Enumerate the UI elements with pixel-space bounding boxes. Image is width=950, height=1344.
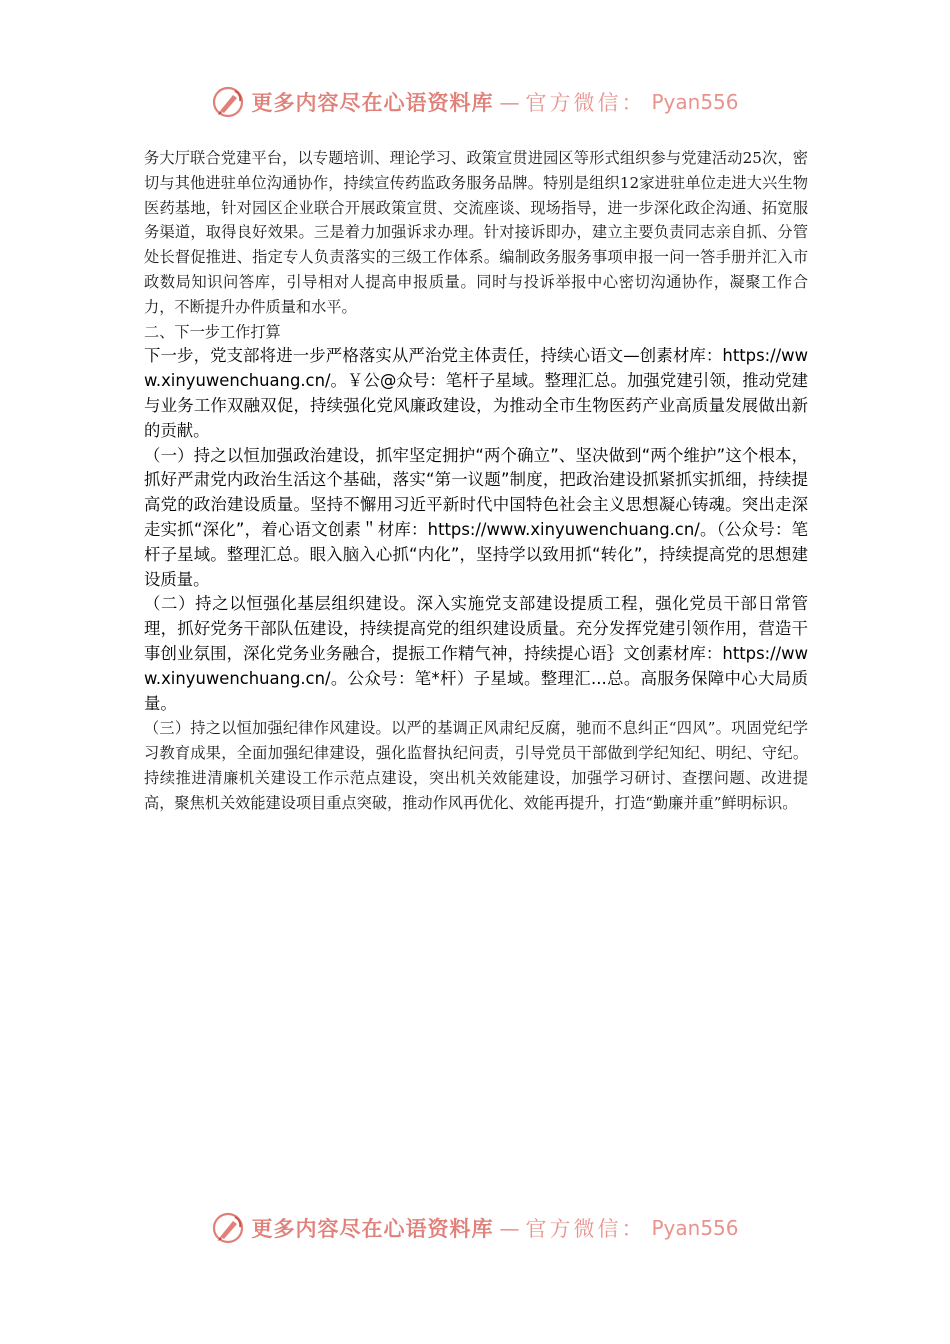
banner-separator: — [499, 90, 520, 114]
paragraph-work-summary: 务大厅联合党建平台，以专题培训、理论学习、政策宣贯进园区等形式组织参与党建活动25次，密切与其他进驻单位沟通协作，持续宣传药监政务服务品牌。特别是组织12家进驻单位走进大兴生物医药基地，针对园区企业联合开展政策宣贯、交流座谈、现场指导，进一步深化政企沟通、拓宽服务渠道，取得良好效果。三是着力加强诉求办理。针对接诉即办，建立主要负责同志亲自抓、分管处长督促推进、指定专人负责落实的三级工作体系。编制政务服务事项申报一问一答手册并汇入市政数局知识问答库，引导相对人提高申报质量。同时与投诉举报中心密切沟通协作，凝聚工作合力，不断提升办件质量和水平。 [144, 149, 808, 316]
paragraph-political-building: （一）持之以恒加强政治建设，抓牢坚定拥护“两个确立”、坚决做到“两个维护”这个根本，抓好严肃党内政治生活这个基础，落实“第一议题”制度，把政治建设抓紧抓实抓细，持续提高党的政治建设质量。坚持不懈用习近平新时代中国特色社会主义思想凝心铸魂。突出走深走实抓“深化”，着心语文创素＂材库：https://www.xinyuwenchuang.cn/。（公众号：笔杆子星域。整理汇总。眼入脑入心抓“内化”，坚持学以致用抓“转化”，持续提高党的思想建设质量。 [144, 445, 808, 589]
section-heading-next-steps: 二、下一步工作打算 [144, 322, 281, 341]
pen-nib-logo-icon [211, 85, 245, 119]
pen-nib-logo-icon [211, 1211, 245, 1245]
paragraph-next-step-intro: 下一步，党支部将进一步严格落实从严治党主体责任，持续心语文—创素材库：https://www.xinyuwenchuang.cn/。￥公@众号：笔杆子星域。整理汇总。加强党建引领，推动党建与业务工作双融双促，持续强化党风廉政建设，为推动全市生物医药产业高质量发展做出新的贡献。 [144, 346, 808, 440]
banner-wechat-label: 官方微信： [525, 91, 646, 115]
banner-title: 更多内容尽在心语资料库 [251, 1216, 494, 1241]
banner-wechat-id: Pyan556 [651, 1216, 739, 1240]
banner-wechat-id: Pyan556 [651, 90, 739, 114]
banner-wechat-label: 官方微信： [525, 1217, 646, 1241]
paragraph-discipline-building: （三）持之以恒加强纪律作风建设。以严的基调正风肃纪反腐，驰而不息纠正“四风”。巩固党纪学习教育成果，全面加强纪律建设，强化监督执纪问责，引导党员干部做到学纪知纪、明纪、守纪。持续推进清廉机关建设工作示范点建设，突出机关效能建设，加强学习研讨、查摆问题、改进提高，聚焦机关效能建设项目重点突破，推动作风再优化、效能再提升，打造“勤廉并重”鲜明标识。 [144, 719, 808, 812]
paragraph-organization-building: （二）持之以恒强化基层组织建设。深入实施党支部建设提质工程，强化党员干部日常管理，抓好党务干部队伍建设，持续提高党的组织建设质量。充分发挥党建引领作用，营造干事创业氛围，深化党务业务融合，提振工作精气神，持续提心语｝文创素材库：https://www.xinyuwenchuang.cn/。公众号：笔*杆）子星域。整理汇...总。高服务保障中心大局质量。 [144, 594, 808, 713]
document-body [144, 146, 808, 816]
header-banner [0, 82, 950, 122]
banner-title: 更多内容尽在心语资料库 [251, 90, 494, 115]
footer-banner [0, 1208, 950, 1248]
banner-separator: — [499, 1216, 520, 1240]
